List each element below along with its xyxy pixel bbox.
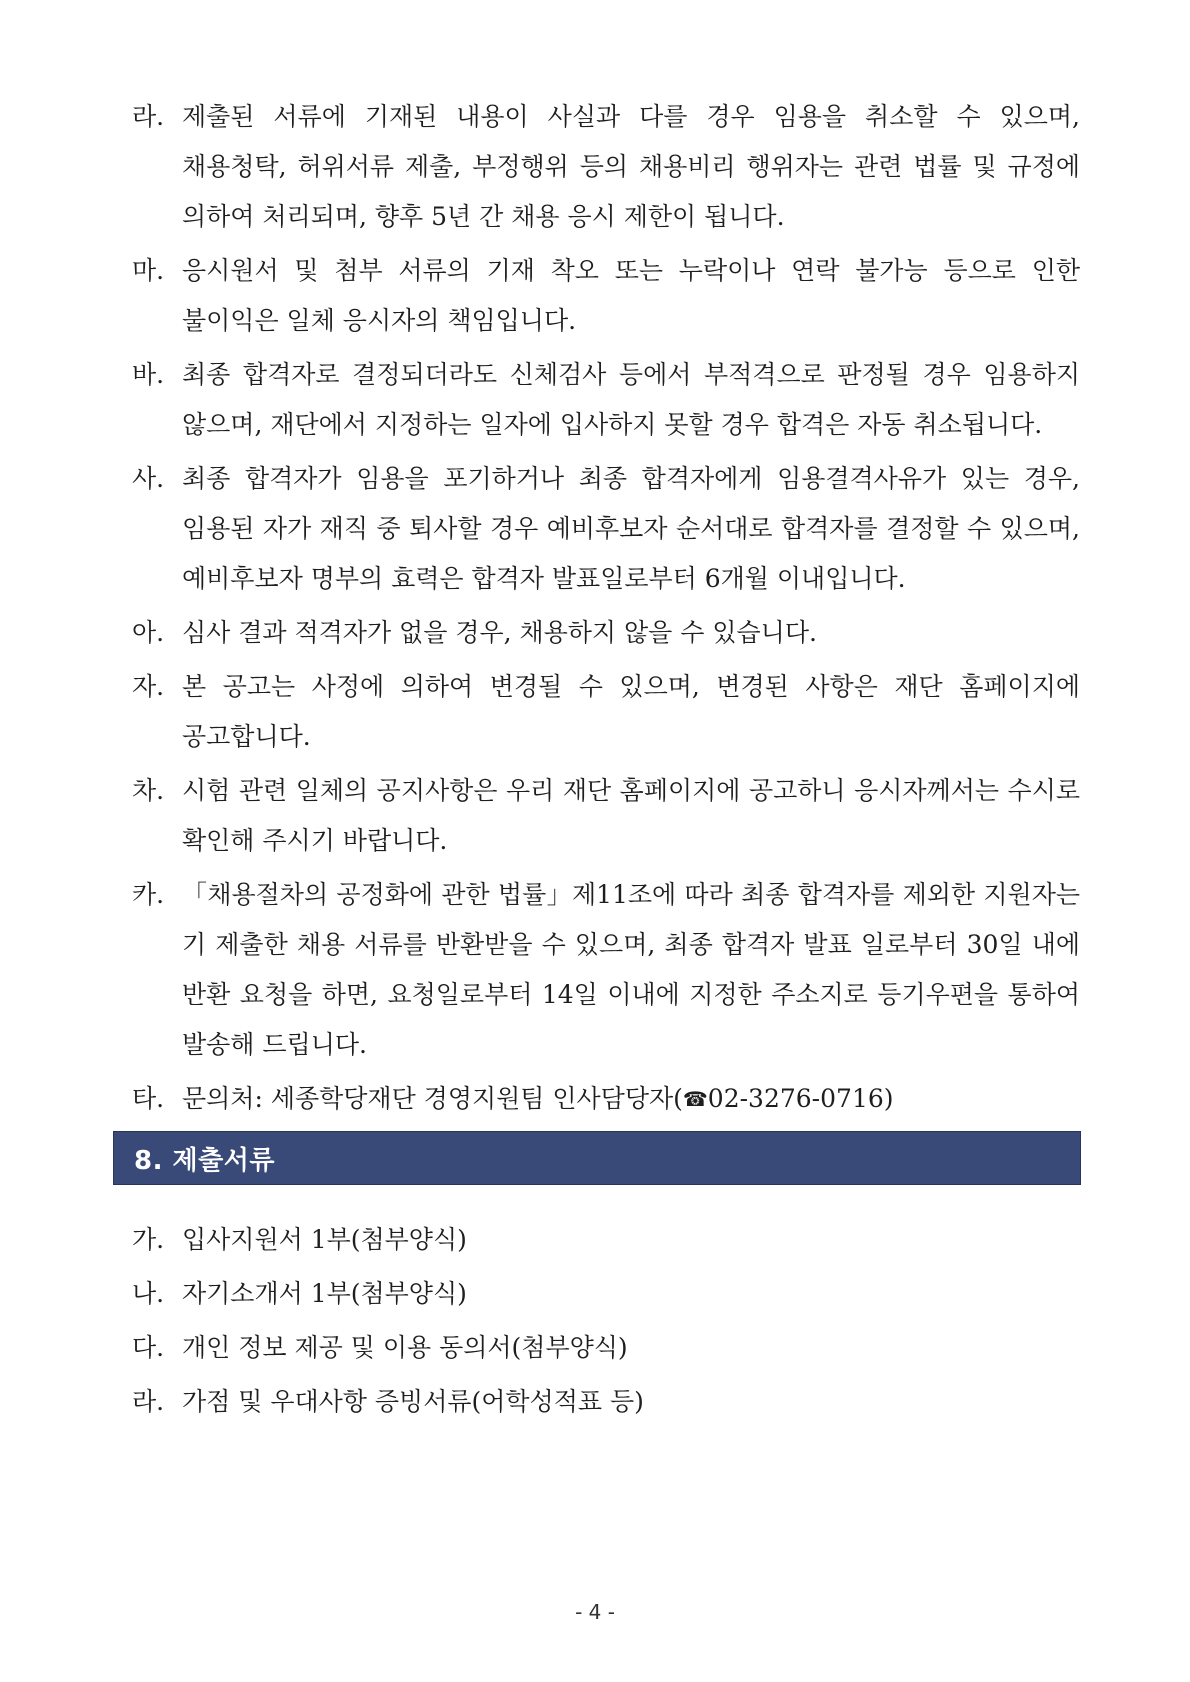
notice-item-contact: [132, 1074, 1080, 1124]
item-text: 최종 합격자로 결정되더라도 신체검사 등에서 부적격으로 판정될 경우 임용하지 않으며, 재단에서 지정하는 일자에 입사하지 못할 경우 합격은 자동 취소됩니다.: [182, 360, 1080, 439]
notice-list: [132, 92, 1080, 1128]
contact-close-paren: ): [883, 1084, 894, 1113]
item-marker: 카.: [132, 880, 165, 909]
item-marker: 바.: [132, 360, 165, 389]
item-text: 응시원서 및 첨부 서류의 기재 착오 또는 누락이나 연락 불가능 등으로 인한 불이익은 일체 응시자의 책임입니다.: [182, 256, 1080, 335]
notice-item-ma: [132, 246, 1080, 346]
item-marker: 차.: [132, 776, 165, 805]
notice-item-ja: [132, 662, 1080, 762]
item-text: 「채용절차의 공정화에 관한 법률」제11조에 따라 최종 합격자를 제외한 지원자는 기 제출한 채용 서류를 반환받을 수 있으며, 최종 합격자 발표 일로부터 30일 내에 반환 요청을 하면, 요청일로부터 14일 이내에 지정한 주소지로 등기우편을 통하여 발송해 드립니다.: [182, 880, 1080, 1059]
item-marker: 마.: [132, 256, 165, 285]
notice-item-ka: [132, 870, 1080, 1070]
document-item-self-intro: [132, 1269, 1080, 1319]
document-item-proof: [132, 1377, 1080, 1427]
item-marker: 타.: [132, 1084, 165, 1113]
item-text: 시험 관련 일체의 공지사항은 우리 재단 홈페이지에 공고하니 응시자께서는 수시로 확인해 주시기 바랍니다.: [182, 776, 1080, 855]
item-marker: 다.: [132, 1333, 165, 1362]
page-number: - 4 -: [575, 1600, 615, 1624]
telephone-icon: ☎: [682, 1087, 708, 1111]
item-marker: 가.: [132, 1225, 165, 1254]
item-text: 개인 정보 제공 및 이용 동의서(첨부양식): [182, 1333, 628, 1362]
contact-text: [182, 1074, 1080, 1124]
notice-item-sa: [132, 454, 1080, 604]
item-text: 최종 합격자가 임용을 포기하거나 최종 합격자에게 임용결격사유가 있는 경우, 임용된 자가 재직 중 퇴사할 경우 예비후보자 순서대로 합격자를 결정할 수 있으며, 예비후보자 명부의 효력은 합격자 발표일로부터 6개월 이내입니다.: [182, 464, 1080, 593]
documents-list: [132, 1215, 1080, 1431]
item-marker: 사.: [132, 464, 165, 493]
notice-item-cha: [132, 766, 1080, 866]
item-text: 제출된 서류에 기재된 내용이 사실과 다를 경우 임용을 취소할 수 있으며, 채용청탁, 허위서류 제출, 부정행위 등의 채용비리 행위자는 관련 법률 및 규정에 의하여 처리되며, 향후 5년 간 채용 응시 제한이 됩니다.: [182, 102, 1080, 231]
notice-item-ba: [132, 350, 1080, 450]
item-marker: 라.: [132, 1387, 165, 1416]
notice-item-ra: [132, 92, 1080, 242]
item-text: 심사 결과 적격자가 없을 경우, 채용하지 않을 수 있습니다.: [182, 618, 817, 647]
item-text: 자기소개서 1부(첨부양식): [182, 1279, 467, 1308]
document-item-privacy-consent: [132, 1323, 1080, 1373]
contact-label: 문의처: 세종학당재단 경영지원팀 인사담당자(: [182, 1084, 683, 1113]
item-text: 입사지원서 1부(첨부양식): [182, 1225, 467, 1254]
item-marker: 자.: [132, 672, 165, 701]
section-title: 8. 제출서류: [134, 1145, 275, 1176]
document-item-application: [132, 1215, 1080, 1265]
section-header: [113, 1131, 1081, 1185]
item-marker: 라.: [132, 102, 165, 131]
item-marker: 아.: [132, 618, 165, 647]
contact-phone: 02-3276-0716: [707, 1084, 884, 1113]
notice-item-a: [132, 608, 1080, 658]
item-text: 본 공고는 사정에 의하여 변경될 수 있으며, 변경된 사항은 재단 홈페이지에 공고합니다.: [182, 672, 1080, 751]
item-text: 가점 및 우대사항 증빙서류(어학성적표 등): [182, 1387, 644, 1416]
item-marker: 나.: [132, 1279, 165, 1308]
